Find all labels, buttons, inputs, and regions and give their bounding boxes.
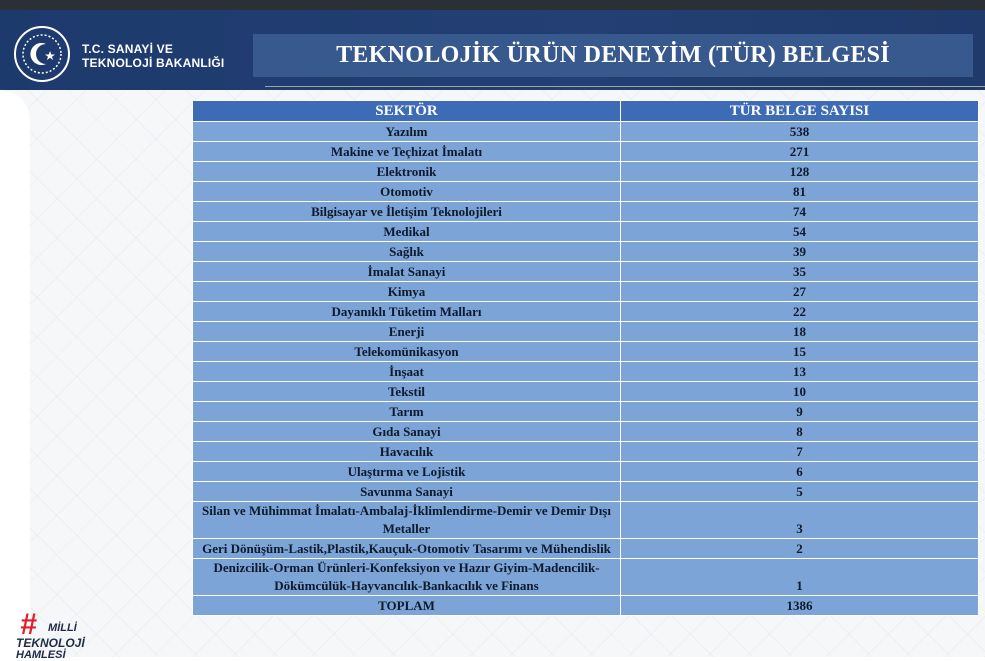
table-row bbox=[193, 539, 979, 559]
table-row bbox=[193, 222, 979, 242]
table-header-row bbox=[193, 101, 979, 122]
table-row bbox=[193, 342, 979, 362]
hashtag-icon: # bbox=[20, 608, 37, 641]
ministry-line-2: TEKNOLOJİ BAKANLIĞI bbox=[82, 56, 225, 70]
count-cell: 128 bbox=[621, 162, 979, 182]
sector-cell: Gıda Sanayi bbox=[193, 422, 621, 442]
count-cell: 74 bbox=[621, 202, 979, 222]
sector-cell: Tarım bbox=[193, 402, 621, 422]
table-row bbox=[193, 182, 979, 202]
table-row bbox=[193, 282, 979, 302]
sector-cell: Ulaştırma ve Lojistik bbox=[193, 462, 621, 482]
sector-cell: Tekstil bbox=[193, 382, 621, 402]
sector-cell: Elektronik bbox=[193, 162, 621, 182]
table-row bbox=[193, 302, 979, 322]
sector-cell: Dayanıklı Tüketim Malları bbox=[193, 302, 621, 322]
sector-cell: Otomotiv bbox=[193, 182, 621, 202]
logo-text-2: TEKNOLOJİ bbox=[16, 636, 85, 650]
table-body bbox=[193, 122, 979, 616]
count-cell: 8 bbox=[621, 422, 979, 442]
sector-table bbox=[192, 100, 979, 616]
total-row bbox=[193, 596, 979, 616]
sector-cell: Bilgisayar ve İletişim Teknolojileri bbox=[193, 202, 621, 222]
table-row bbox=[193, 442, 979, 462]
table-row bbox=[193, 462, 979, 482]
count-cell: 271 bbox=[621, 142, 979, 162]
sector-cell: Sağlık bbox=[193, 242, 621, 262]
sector-cell: Denizcilik-Orman Ürünleri-Konfeksiyon ve Hazır Giyim-Madencilik-Dökümcülük-Hayvancılık-Bankacılık ve Finans bbox=[193, 559, 621, 596]
sector-cell: Havacılık bbox=[193, 442, 621, 462]
count-cell: 5 bbox=[621, 482, 979, 502]
table-row bbox=[193, 402, 979, 422]
ministry-line-1: T.C. SANAYİ VE bbox=[82, 42, 174, 56]
column-header-sector: SEKTÖR bbox=[193, 101, 621, 122]
sector-cell: Enerji bbox=[193, 322, 621, 342]
left-decoration bbox=[0, 90, 30, 657]
table-row bbox=[193, 422, 979, 442]
table-row bbox=[193, 262, 979, 282]
sector-cell: Telekomünikasyon bbox=[193, 342, 621, 362]
count-cell: 1 bbox=[621, 559, 979, 596]
table-row bbox=[193, 482, 979, 502]
count-cell: 39 bbox=[621, 242, 979, 262]
sector-cell: Geri Dönüşüm-Lastik,Plastik,Kauçuk-Otomotiv Tasarımı ve Mühendislik bbox=[193, 539, 621, 559]
logo-text-1: MİLLİ bbox=[48, 622, 77, 634]
ministry-name bbox=[82, 42, 224, 70]
count-cell: 15 bbox=[621, 342, 979, 362]
table-row bbox=[193, 322, 979, 342]
sector-cell: Savunma Sanayi bbox=[193, 482, 621, 502]
count-cell: 81 bbox=[621, 182, 979, 202]
count-cell: 7 bbox=[621, 442, 979, 462]
table-row bbox=[193, 142, 979, 162]
count-cell: 27 bbox=[621, 282, 979, 302]
page-title: TEKNOLOJİK ÜRÜN DENEYİM (TÜR) BELGESİ bbox=[253, 34, 973, 77]
count-cell: 3 bbox=[621, 502, 979, 539]
sector-cell: İnşaat bbox=[193, 362, 621, 382]
count-cell: 2 bbox=[621, 539, 979, 559]
sector-cell: İmalat Sanayi bbox=[193, 262, 621, 282]
sector-cell: Yazılım bbox=[193, 122, 621, 142]
logo-text-3: HAMLESİ bbox=[16, 649, 66, 661]
count-cell: 538 bbox=[621, 122, 979, 142]
table-row bbox=[193, 559, 979, 596]
count-cell: 13 bbox=[621, 362, 979, 382]
column-header-count: TÜR BELGE SAYISI bbox=[621, 101, 979, 122]
count-cell: 9 bbox=[621, 402, 979, 422]
count-cell: 18 bbox=[621, 322, 979, 342]
top-bar bbox=[0, 0, 985, 10]
table-row bbox=[193, 362, 979, 382]
sector-cell: Silan ve Mühimmat İmalatı-Ambalaj-İklimlendirme-Demir ve Demir Dışı Metaller bbox=[193, 502, 621, 539]
table-row bbox=[193, 162, 979, 182]
table-row bbox=[193, 122, 979, 142]
total-value: 1386 bbox=[621, 596, 979, 616]
count-cell: 54 bbox=[621, 222, 979, 242]
title-underline bbox=[265, 86, 985, 87]
count-cell: 22 bbox=[621, 302, 979, 322]
count-cell: 6 bbox=[621, 462, 979, 482]
table-row bbox=[193, 502, 979, 539]
milli-teknoloji-logo bbox=[12, 606, 92, 661]
ministry-emblem-icon bbox=[12, 24, 72, 84]
table-row bbox=[193, 382, 979, 402]
sector-cell: Kimya bbox=[193, 282, 621, 302]
count-cell: 10 bbox=[621, 382, 979, 402]
sector-cell: Medikal bbox=[193, 222, 621, 242]
total-label: TOPLAM bbox=[193, 596, 621, 616]
table-row bbox=[193, 202, 979, 222]
table-row bbox=[193, 242, 979, 262]
count-cell: 35 bbox=[621, 262, 979, 282]
sector-cell: Makine ve Teçhizat İmalatı bbox=[193, 142, 621, 162]
